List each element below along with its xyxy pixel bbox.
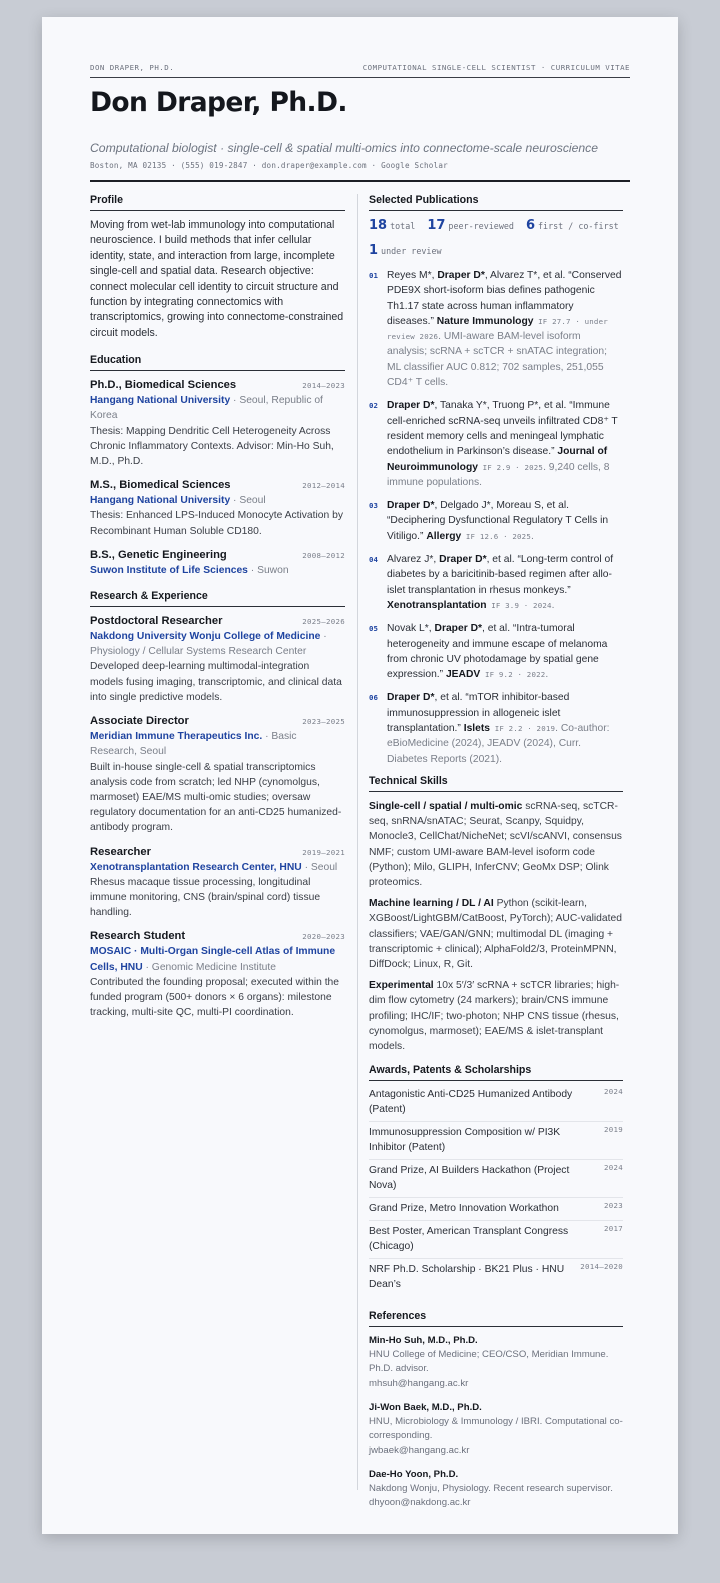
contact-line: Boston, MA 02135 · (555) 019-2847 · don.draper@example.com · Google Scholar	[90, 161, 448, 170]
publication-item	[369, 552, 623, 613]
column-divider	[357, 194, 358, 1490]
authors-title: , et al. “Long-term control of diabetes by a baricitinib-based regimen after allo-islet transplantation in rhesus monkeys.”	[387, 554, 614, 596]
authors-before: Novak L*,	[387, 623, 435, 635]
publication-number: 02	[369, 401, 378, 411]
publication-item	[369, 498, 623, 544]
reference-email: jwbaek@hangang.ac.kr	[369, 1444, 470, 1456]
job-title: Researcher	[90, 845, 151, 858]
award-label: Best Poster, American Transplant Congress (Chicago)	[369, 1226, 569, 1253]
authors-title: , et al. “Intra-tumoral heterogeneity and immune escape of melanoma from chronic UV photodamage by spatial gene expression.”	[387, 623, 608, 681]
journal-name: Nature Immunology	[436, 315, 534, 327]
award-year: 2017	[604, 1224, 623, 1234]
publication-number: 05	[369, 624, 378, 634]
journal-meta: IF 27.7 · under review 2026	[387, 316, 608, 342]
employer-name: Xenotransplantation Research Center, HNU	[90, 861, 302, 873]
reference-role: HNU College of Medicine; CEO/CSO, Meridian Immune. Ph.D. advisor.	[369, 1349, 609, 1375]
publication-item	[369, 690, 623, 766]
cv-page	[42, 17, 678, 1534]
school-line	[90, 393, 345, 423]
degree-detail: Thesis: Mapping Dendritic Cell Heterogeneity Across Chronic Inflammatory Contexts. Advisor: Min-Ho Suh, M.D., Ph.D.	[90, 425, 334, 468]
skill-group	[369, 799, 623, 890]
reference-entry	[369, 1468, 623, 1511]
stat-review-count: 1	[369, 243, 379, 258]
cv-tagline: Computational biologist · single-cell & spatial multi-omics into connectome-scale neuroscience	[90, 141, 599, 155]
stat-first-label: first / co-first	[538, 221, 619, 231]
publication-note: .	[530, 530, 534, 542]
author-self: Draper D*	[434, 623, 483, 635]
cv-name: Don Draper, Ph.D.	[90, 87, 347, 118]
publication-note: .	[545, 669, 549, 681]
experience-entry	[90, 614, 345, 705]
author-self: Draper D*	[387, 500, 435, 512]
job-detail: Built in-house single-cell & spatial transcriptomics analysis code from scratch; led NHP (cynomolgus, marmoset) EAE/MS multi-omic studies; oversaw regulatory documentation for an anti-CD25 humanized-antibody program.	[90, 761, 342, 834]
journal-meta: IF 2.9 · 2025	[477, 462, 544, 472]
authors-before: Alvarez J*,	[387, 554, 440, 566]
award-label: NRF Ph.D. Scholarship · BK21 Plus · HNU Dean’s	[369, 1264, 565, 1291]
school-location: · Seoul, Republic of Korea	[90, 395, 323, 422]
award-label: Immunosuppression Composition w/ PI3K Inhibitor (Patent)	[369, 1127, 561, 1154]
journal-meta: IF 3.9 · 2024	[486, 600, 552, 610]
employer-line	[90, 860, 345, 875]
job-dates: 2023–2025	[302, 717, 345, 727]
award-row	[369, 1084, 623, 1122]
publication-text	[387, 552, 623, 613]
job-title: Postdoctoral Researcher	[90, 615, 223, 628]
job-detail: Rhesus macaque tissue processing, longitudinal immune monitoring, CNS (brain/spinal cord) tissue handling.	[90, 876, 321, 919]
reference-role: Nakdong Wonju, Physiology. Recent research supervisor.	[369, 1482, 613, 1494]
running-header-left: DON DRAPER, PH.D.	[90, 63, 175, 72]
authors-title: , et al. “mTOR inhibitor-based immunosuppression in allogeneic islet transplantation.”	[387, 692, 570, 735]
employer-sub: · Genomic Medicine Institute	[142, 961, 276, 973]
award-row	[369, 1122, 623, 1160]
journal-name: Journal of Neuroimmunology	[387, 446, 608, 473]
degree-dates: 2012–2014	[302, 481, 345, 491]
education-entry-head	[90, 378, 345, 393]
employer-name: MOSAIC · Multi-Organ Single-cell Atlas of Immune Cells, HNU	[90, 946, 336, 973]
skills-heading: Technical Skills	[369, 775, 623, 792]
skill-label: Experimental	[369, 980, 434, 992]
school-location: · Suwon	[247, 564, 289, 576]
education-list	[90, 378, 345, 578]
stat-total-label: total	[390, 221, 416, 231]
publication-number: 04	[369, 555, 378, 565]
reference-name: Ji-Won Baek, M.D., Ph.D.	[369, 1402, 482, 1414]
stat-total-count: 18	[369, 218, 388, 233]
author-self: Draper D*	[439, 554, 487, 566]
employer-line	[90, 629, 345, 659]
running-header-right: COMPUTATIONAL SINGLE-CELL SCIENTIST · CURRICULUM VITAE	[362, 63, 630, 72]
skill-group	[369, 978, 623, 1054]
authors-title: , Delgado J*, Moreau S, et al. “Deciphering Dysfunctional Regulatory T Cells in Vitiligo.”	[387, 500, 609, 542]
awards-heading: Awards, Patents & Scholarships	[369, 1064, 623, 1081]
skill-label: Single-cell / spatial / multi-omic	[369, 800, 523, 812]
skill-label: Machine learning / DL / AI	[369, 898, 494, 910]
job-detail: Developed deep-learning multimodal-integration models fusing imaging, transcriptomic, and clinical data into single predictive models.	[90, 661, 342, 703]
journal-name: Xenotransplantation	[387, 599, 487, 611]
publication-note: . Co-author: eBioMedicine (2024), JEADV (2024), Curr. Diabetes Reports (2021).	[387, 723, 610, 765]
reference-name: Dae-Ho Yoon, Ph.D.	[369, 1468, 459, 1480]
stat-peer-label: peer-reviewed	[448, 221, 514, 231]
employer-name: Meridian Immune Therapeutics Inc.	[90, 731, 263, 743]
experience-list	[90, 614, 345, 1020]
experience-entry	[90, 714, 345, 835]
publication-item	[369, 268, 623, 390]
journal-name: JEADV	[445, 669, 481, 681]
publication-text	[387, 498, 623, 544]
authors-title: , Alvarez T*, et al. “Conserved PDE9X short-isoform bias defines pathogenic Th1.17 state across human inflammatory diseases.”	[387, 270, 622, 327]
profile-text: Moving from wet-lab immunology into computational neuroscience. I build methods that infer cellular identity, state, and interaction from large, incomplete single-cell and spatial data. Research objective: connect molecular cell identity to circuit structure and function by integrating connectomics with transcriptomics, growing into connectome-constrained circuit models.	[90, 219, 344, 339]
experience-entry-head	[90, 845, 345, 860]
employer-sub: · Seoul	[301, 861, 338, 873]
publication-list	[369, 268, 623, 767]
reference-name: Min-Ho Suh, M.D., Ph.D.	[369, 1335, 478, 1347]
publication-number: 01	[369, 271, 378, 280]
publication-number: 03	[369, 501, 378, 511]
degree-title: B.S., Genetic Engineering	[90, 548, 227, 561]
education-entry	[90, 378, 345, 469]
awards-list	[369, 1084, 623, 1296]
publication-stats-2	[369, 243, 623, 258]
skill-text: scRNA-seq, scTCR-seq, snRNA/snATAC; Seurat, Scanpy, Squidpy, Monocle3, CellChat/NicheNet; scVI/scANVI, consensus NMF; custom UMI-aware BAM-level isoform code (Python); Milo, GLIPH, InferCNV; GeoMx DSP; Olink proteomics.	[369, 800, 622, 888]
school-name: Hangang National University	[90, 395, 231, 407]
education-entry-head	[90, 478, 345, 493]
publication-number: 06	[369, 693, 378, 703]
school-location: · Seoul	[230, 495, 266, 507]
award-label: Antagonistic Anti-CD25 Humanized Antibody (Patent)	[369, 1089, 573, 1116]
publication-note: .	[551, 599, 555, 611]
award-year: 2024	[604, 1087, 623, 1097]
award-year: 2023	[604, 1201, 623, 1211]
publication-item	[369, 621, 623, 682]
author-self: Draper D*	[437, 270, 485, 281]
experience-entry	[90, 929, 345, 1020]
journal-meta: IF 2.2 · 2019	[490, 724, 556, 734]
publication-text	[387, 690, 623, 766]
experience-heading: Research & Experience	[90, 590, 345, 607]
school-name: Hangang National University	[90, 495, 231, 507]
job-dates: 2019–2021	[302, 847, 345, 857]
author-self: Draper D*	[387, 692, 435, 704]
degree-dates: 2008–2012	[302, 550, 345, 560]
authors-title: , Tanaka Y*, Truong P*, et al. “Immune cell-enriched scRNA-seq unveils infiltrated CD8⁺ T resident memory cells and meningeal lymphatic endothelium in Parkinson’s disease.”	[387, 400, 618, 458]
school-line	[90, 563, 345, 578]
journal-meta: IF 12.6 · 2025	[461, 531, 531, 541]
publication-text	[387, 398, 623, 490]
profile-heading: Profile	[90, 194, 345, 211]
award-year: 2014–2020	[580, 1262, 623, 1272]
award-row	[369, 1160, 623, 1198]
job-title: Research Student	[90, 930, 186, 943]
skill-text: Python (scikit-learn, XGBoost/LightGBM/CatBoost, PyTorch); AUC-validated classifiers; VAE/GAN/GNN; multimodal DL (imaging + transcriptomic + clinical); AlphaFold2/3, ProteinMPNN, DiffDock; Linux, R, Git.	[369, 898, 622, 970]
author-self: Draper D*	[387, 400, 435, 412]
award-year: 2019	[604, 1125, 623, 1135]
stat-review-label: under review	[381, 246, 442, 256]
experience-entry	[90, 845, 345, 921]
degree-dates: 2014–2023	[302, 381, 345, 391]
reference-email: dhyoon@nakdong.ac.kr	[369, 1497, 471, 1509]
publication-note: . 9,240 cells, 8 immune populations.	[387, 461, 610, 488]
award-label: Grand Prize, AI Builders Hackathon (Project Nova)	[369, 1165, 570, 1192]
publications-heading: Selected Publications	[369, 194, 623, 211]
employer-sub: · Physiology / Cellular Systems Research Center	[90, 631, 327, 658]
employer-name: Nakdong University Wonju College of Medicine	[90, 631, 321, 643]
award-row	[369, 1221, 623, 1259]
reference-entry	[369, 1401, 623, 1458]
journal-name: Allergy	[426, 530, 462, 542]
stat-peer-count: 17	[427, 218, 446, 233]
left-column	[90, 194, 345, 1029]
education-entry	[90, 548, 345, 578]
skill-group	[369, 896, 623, 972]
references-list	[369, 1334, 623, 1510]
publication-text	[387, 268, 623, 390]
publication-stats	[369, 218, 623, 233]
experience-entry-head	[90, 929, 345, 944]
reference-entry	[369, 1334, 623, 1391]
education-entry	[90, 478, 345, 539]
references-heading: References	[369, 1310, 623, 1327]
job-dates: 2025–2026	[302, 617, 345, 627]
job-dates: 2020–2023	[302, 932, 345, 942]
award-label: Grand Prize, Metro Innovation Workathon	[369, 1203, 559, 1215]
award-row	[369, 1198, 623, 1221]
authors-before: Reyes M*,	[387, 270, 438, 281]
publication-text	[387, 621, 623, 682]
publication-item	[369, 398, 623, 490]
degree-title: M.S., Biomedical Sciences	[90, 479, 231, 492]
degree-title: Ph.D., Biomedical Sciences	[90, 379, 237, 392]
education-heading: Education	[90, 354, 345, 371]
job-detail: Contributed the founding proposal; executed within the funded program (500+ donors × 6 organs): milestone tracking, multi-site QC, multi-PI coordination.	[90, 976, 340, 1019]
right-column	[369, 194, 623, 1521]
running-header	[90, 63, 630, 78]
degree-detail: Thesis: Enhanced LPS-Induced Monocyte Activation by Recombinant Human Soluble CD180.	[90, 510, 343, 537]
stat-first-count: 6	[525, 218, 536, 233]
education-entry-head	[90, 548, 345, 563]
award-row	[369, 1259, 623, 1296]
job-title: Associate Director	[90, 715, 189, 728]
employer-line	[90, 944, 345, 974]
reference-role: HNU, Microbiology & Immunology / IBRI. Computational co-corresponding.	[369, 1416, 623, 1442]
skills-list	[369, 799, 623, 1054]
reference-email: mhsuh@hangang.ac.kr	[369, 1377, 469, 1389]
journal-meta: IF 9.2 · 2022	[480, 670, 546, 680]
award-year: 2024	[604, 1163, 623, 1173]
skill-text: 10x 5′/3′ scRNA + scTCR libraries; high-dim flow cytometry (24 markers); brain/CNS immune profiling; IHC/IF; two-photon; NHP CNS tissue (rhesus, cynomolgus, marmoset); EAE/MS & islet-transplant models.	[369, 980, 620, 1052]
school-name: Suwon Institute of Life Sciences	[90, 564, 248, 576]
journal-name: Islets	[463, 723, 491, 735]
experience-entry-head	[90, 714, 345, 729]
school-line	[90, 493, 345, 508]
experience-entry-head	[90, 614, 345, 629]
publication-note: . UMI-aware BAM-level isoform analysis; scRNA + scTCR + snATAC integration; ML classifier AUC 0.812; 702 samples, 251,055 CD4⁺ T cells.	[387, 331, 607, 389]
employer-sub: · Basic Research, Seoul	[90, 731, 297, 758]
employer-line	[90, 729, 345, 759]
header-rule	[90, 180, 630, 182]
